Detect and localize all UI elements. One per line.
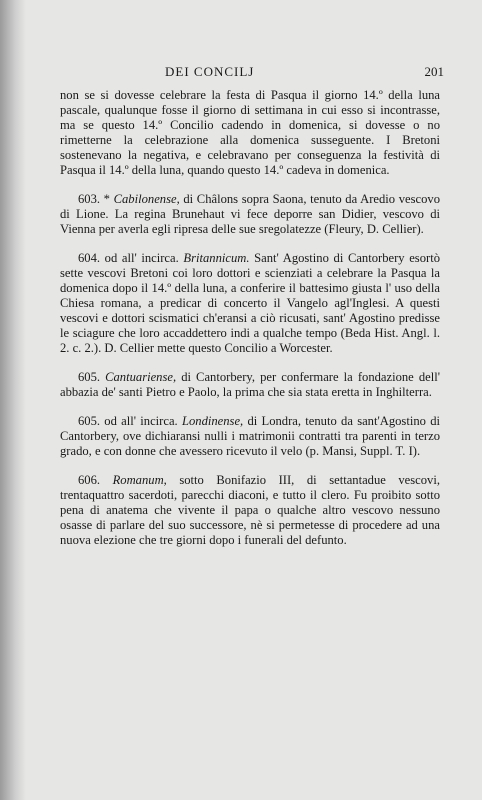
council-entry-603 (60, 192, 440, 237)
entry-text: di Londra, tenuto da sant'Agostino di Cantorbery, ove dichiaransi nulli i matrimonii contratti tra parenti in terzo grado, e con donne che avessero ricevuto il velo (p. Mansi, Suppl. T. I). (60, 414, 440, 458)
council-entry-605a (60, 370, 440, 400)
entry-lead: 604. od all' incirca. (78, 251, 184, 265)
council-name: Britannicum. (183, 251, 250, 265)
council-name: Romanum, (112, 473, 167, 487)
entry-text: sotto Bonifazio III, di settantadue vescovi, trentaquattro sacerdoti, parecchi diaconi, e tutto il clero. Fu proibito sotto pena di anatema che vivente il papa o qualche altro vescovo nessuno osasse di parlare del suo successore, nè si permetesse di procedere ad una nuova elezione che tre giorni dopo i funerali del defunto. (60, 473, 441, 547)
entry-text: di Cantorbery, per confermare la fondazione dell' abbazia de' santi Pietro e Paolo, la prima che sia stata eretta in Inghilterra. (60, 370, 440, 399)
running-title: DEI CONCILJ (165, 64, 255, 79)
council-name: Londinense, (181, 414, 244, 428)
paragraph-continuation: non se si dovesse celebrare la festa di Pasqua il giorno 14.º della luna pascale, qualunque fosse il giorno di settimana in cui esso si incontrasse, ma se questo 14.º Concilio cadendo in domenica, si dovesse o no rimetterne la celebrazione alla domenica susseguente. I Bretoni sostenevano la negativa, e celebravano per conseguenza la festività di Pasqua il 14.º della luna, quando questo 14.º cadeva in domenica. (60, 88, 440, 177)
entry-lead: 606. (78, 473, 113, 487)
page-header (60, 64, 444, 84)
council-entry-606 (60, 473, 440, 548)
entry-text: di Châlons sopra Saona, tenuto da Aredio vescovo di Lione. La regina Brunehaut vi fece deporre san Didier, vescovo di Vienna per averla egli ripresa delle sue sregolatezze (Fleury, D. Cellier). (60, 192, 440, 236)
body-text (60, 88, 440, 562)
council-entry-604 (60, 251, 440, 356)
council-name: Cabilonense, (113, 192, 180, 206)
entry-lead: 603. * (78, 192, 114, 206)
entry-text: Sant' Agostino di Cantorbery esortò sette vescovi Bretoni coi loro dottori e scienziati a celebrare la Pasqua la domenica dopo il 14.º della luna, a conferire il battesimo giusta l' uso della Chiesa romana, a predicar di concerto il Vangelo agl'Inglesi. A questi vescovi e dottori scismatici ch'eransi a ciò ricusati, sant' Agostino predisse le sciagure che loro accaddettero indi a qualche tempo (Beda Hist. Angl. l. 2. c. 2.). D. Cellier mette questo Concilio a Worcester. (60, 251, 440, 355)
page-number: 201 (424, 64, 444, 79)
entry-lead: 605. od all' incirca. (78, 414, 182, 428)
council-entry-605b (60, 414, 440, 459)
entry-lead: 605. (78, 370, 106, 384)
page-gutter-shadow (0, 0, 26, 800)
council-name: Cantuariense, (105, 370, 177, 384)
